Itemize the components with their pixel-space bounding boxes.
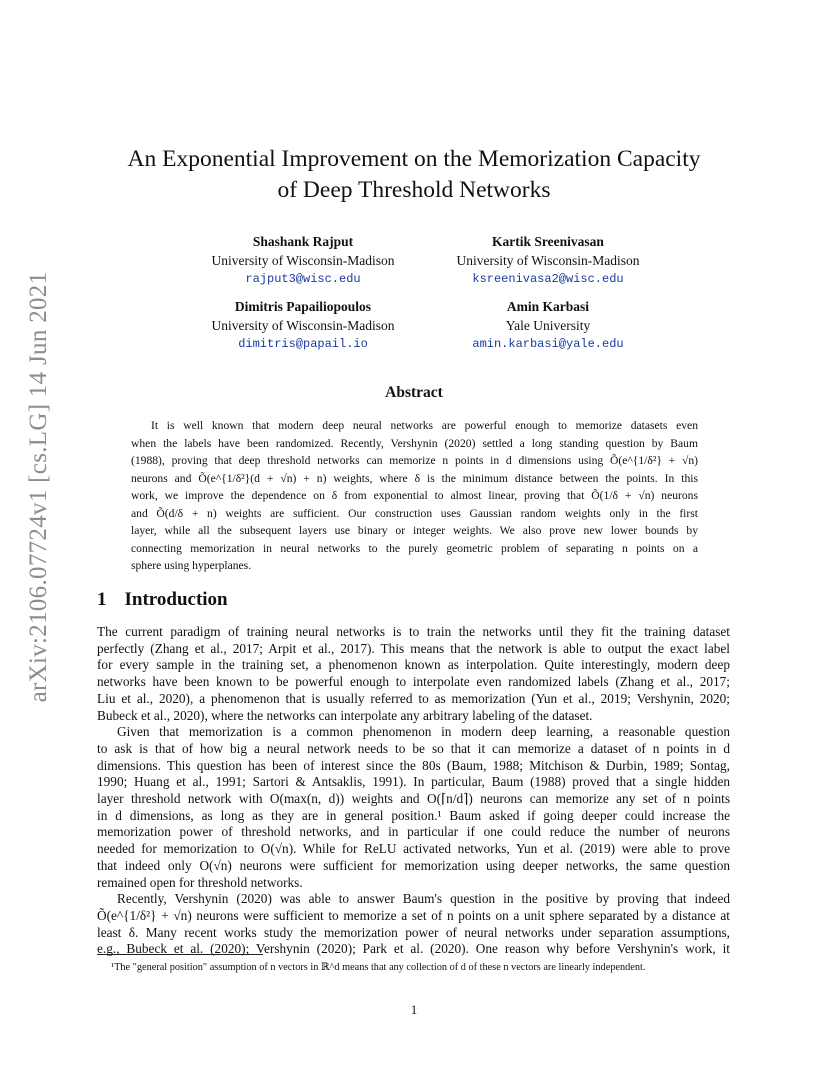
section-heading xyxy=(97,589,228,611)
author-email[interactable]: rajput3@wisc.edu xyxy=(245,272,361,286)
body-line: networks have been known to be powerful enough to interpolate even randomized labels (Zhang et al., 2017; xyxy=(97,674,730,690)
author-affiliation: University of Wisconsin-Madison xyxy=(211,253,395,268)
abstract-line: (1988), proving that deep threshold networks can memorize n points in d dimensions using Õ(e^{1/δ²} + √n) xyxy=(131,454,698,467)
body-line: least δ. Many recent works study the memorization power of neural networks under separation assumptions, xyxy=(97,924,730,940)
body-line: Recently, Vershynin (2020) was able to answer Baum's question in the positive by proving that indeed xyxy=(117,891,730,907)
title-line-1: An Exponential Improvement on the Memorization Capacity xyxy=(127,146,701,172)
author-affiliation: University of Wisconsin-Madison xyxy=(456,253,640,268)
footnote: ¹The "general position" assumption of n vectors in ℝ^d means that any collection of d of these n vectors are linearly independent. xyxy=(111,962,646,973)
body-line: dimensions. This question has been of interest since the 80s (Baum, 1988; Mitchison & Durbin, 1989; Sontag, xyxy=(97,757,730,773)
abstract-line: neurons and Õ(e^{1/δ²}(d + √n) + n) weights, where δ is the minimum distance between the points. In this xyxy=(131,471,698,485)
body-line: to ask is that of how big a neural network needs to be so that it can memorize a dataset of n points in d xyxy=(97,740,730,756)
body-line: remained open for threshold networks. xyxy=(97,874,303,890)
abstract-line: layer, while all the subsequent layers use binary or integer weights. We also prove new lower bounds by xyxy=(131,524,698,537)
body-line: e.g., Bubeck et al. (2020); Vershynin (2020); Park et al. (2020). One reason why before Vershynin's work, it xyxy=(97,941,730,957)
abstract-line: It is well known that modern deep neural networks are powerful enough to memorize datasets even xyxy=(151,419,698,432)
author-affiliation: Yale University xyxy=(505,318,591,333)
section-number: 1 xyxy=(97,589,107,610)
body-line: that indeed only O(√n) neurons were sufficient for memorization using deeper networks, the same question xyxy=(97,857,730,873)
author-card xyxy=(183,297,423,354)
body-line: 1990; Huang et al., 1991; Sartori & Antsaklis, 1991). In particular, Baum (1988) proved that a single hidden xyxy=(97,774,730,790)
author-email[interactable]: amin.karbasi@yale.edu xyxy=(472,337,624,351)
introduction-text xyxy=(97,624,730,958)
author-email[interactable]: ksreenivasa2@wisc.edu xyxy=(472,272,624,286)
body-line: layer threshold network with O(max(n, d)) weights and O(⌈n/d⌉) neurons can memorize any set of n points xyxy=(97,791,730,807)
arxiv-identifier: arXiv:2106.07724v1 [cs.LG] 14 Jun 2021 xyxy=(25,271,52,703)
author-name: Kartik Sreenivasan xyxy=(492,234,604,249)
body-line: in d dimensions, as long as they are in general position.¹ Baum asked if going deeper could increase the xyxy=(97,807,730,823)
title-line-2: of Deep Threshold Networks xyxy=(277,177,551,203)
author-card xyxy=(428,297,668,354)
author-email[interactable]: dimitris@papail.io xyxy=(238,337,368,351)
body-line: Õ(e^{1/δ²} + √n) neurons were sufficient to memorize a set of n points on a unit sphere separated by a distance at xyxy=(97,907,730,923)
abstract-line: work, we improve the dependence on δ from exponential to almost linear, proving that Õ(1/δ + √n) neurons xyxy=(131,489,698,502)
arxiv-sidebar-stamp xyxy=(24,271,54,703)
abstract-line: when the labels have been randomized. Recently, Vershynin (2020) settled a long standing question by Baum xyxy=(131,436,698,450)
body-line: for every sample in the training set, a phenomenon known as interpolation. Quite interestingly, modern deep xyxy=(97,657,730,673)
author-affiliation: University of Wisconsin-Madison xyxy=(211,318,395,333)
abstract-line: sphere using hyperplanes. xyxy=(131,559,252,572)
abstract-heading: Abstract xyxy=(385,384,443,401)
body-line: Liu et al., 2020), a phenomenon that is usually referred to as memorization (Yun et al., 2019; Vershynin, 2020; xyxy=(97,690,730,706)
paper-title xyxy=(90,144,738,206)
body-line: needed for memorization to O(√n). While for ReLU activated networks, Yun et al. (2019) were able to prove xyxy=(97,841,730,857)
body-line: memorization power of threshold networks, and in particular if one could reduce the number of neurons xyxy=(97,824,730,840)
author-name: Dimitris Papailiopoulos xyxy=(234,299,372,314)
abstract-line: and Õ(d/δ + n) weights are sufficient. Our construction uses Gaussian random weights only in the first xyxy=(131,506,698,520)
body-line: The current paradigm of training neural networks is to train the networks until they fit the training dataset xyxy=(97,624,730,639)
page-number: 1 xyxy=(410,1002,418,1017)
author-card xyxy=(183,232,423,289)
body-line: Given that memorization is a common phenomenon in modern deep learning, a reasonable question xyxy=(117,724,730,740)
abstract-line: connecting memorization in neural networks to the purely geometric problem of separating n points on a xyxy=(131,541,698,555)
section-title: Introduction xyxy=(124,589,228,610)
body-line: Bubeck et al., 2020), where the networks can interpolate any arbitrary labeling of the dataset. xyxy=(97,707,593,723)
abstract-body xyxy=(131,417,698,575)
author-name: Shashank Rajput xyxy=(252,234,354,249)
author-name: Amin Karbasi xyxy=(506,299,590,314)
body-line: perfectly (Zhang et al., 2017; Arpit et al., 2017). This means that the network is able to output the exact label xyxy=(97,640,730,656)
footnote-divider xyxy=(97,954,263,955)
author-card xyxy=(428,232,668,289)
